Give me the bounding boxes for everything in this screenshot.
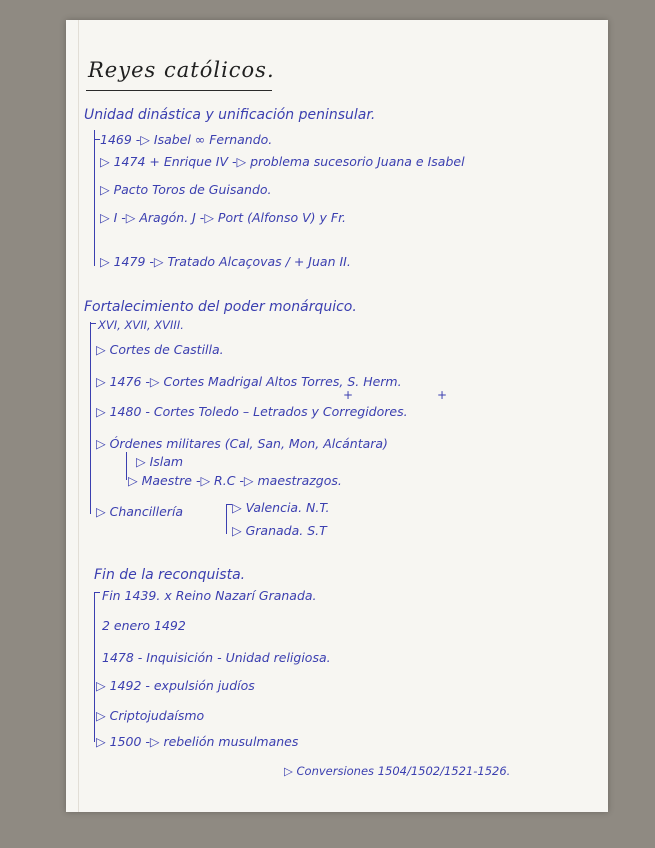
section-heading-fin: Fin de la reconquista. [94,567,246,583]
list-item: ▷ 1474 + Enrique IV -▷ problema sucesorio Juana e Isabel [100,154,465,169]
list-item: ▷ Órdenes militares (Cal, San, Mon, Alcántara) [96,436,388,451]
page-title: Reyes católicos. [88,58,275,82]
list-item: ▷ Criptojudaísmo [96,708,205,723]
list-item: ▷ Cortes de Castilla. [96,342,224,357]
list-item: ▷ 1480 - Cortes Toledo – Letrados y Corregidores. [96,404,408,419]
list-item: 2 enero 1492 [102,618,186,633]
section-heading-unidad: Unidad dinástica y unificación peninsular. [84,107,376,123]
tick [90,323,96,324]
bracket-chancilleria [226,504,227,534]
plus-mark: + [343,388,354,402]
list-item: ▷ Pacto Toros de Guisando. [100,182,272,197]
title-underline [86,90,272,91]
bracket-ordenes [126,452,127,480]
list-item: 1469 -▷ Isabel ∞ Fernando. [100,132,273,147]
bracket-fin [94,592,95,742]
list-item: ▷ Granada. S.T [232,523,327,538]
list-item: 1478 - Inquisición - Unidad religiosa. [102,650,331,665]
list-item: ▷ Conversiones 1504/1502/1521-1526. [284,764,511,778]
list-item: ▷ Valencia. N.T. [232,500,330,515]
plus-mark: + [437,388,448,402]
bracket-fortalecimiento [90,322,91,514]
margin-line [78,20,79,812]
list-item: XVI, XVII, XVIII. [98,318,184,332]
section-heading-fortalecimiento: Fortalecimiento del poder monárquico. [84,299,357,315]
bracket-unidad [94,130,95,266]
list-item: ▷ I -▷ Aragón. J -▷ Port (Alfonso V) y Fr. [100,210,347,225]
list-item: ▷ 1479 -▷ Tratado Alcaçovas / + Juan II. [100,254,351,269]
tick [94,592,100,593]
list-item: ▷ Chancillería [96,504,184,519]
notebook-page [66,20,608,812]
list-item: Fin 1439. x Reino Nazarí Granada. [102,588,317,603]
list-item: ▷ 1492 - expulsión judíos [96,678,255,693]
list-item: ▷ 1476 -▷ Cortes Madrigal Altos Torres, S. Herm. [96,374,402,389]
list-item: ▷ 1500 -▷ rebelión musulmanes [96,734,299,749]
list-item: ▷ Maestre -▷ R.C -▷ maestrazgos. [128,473,342,488]
list-item: ▷ Islam [136,454,184,469]
